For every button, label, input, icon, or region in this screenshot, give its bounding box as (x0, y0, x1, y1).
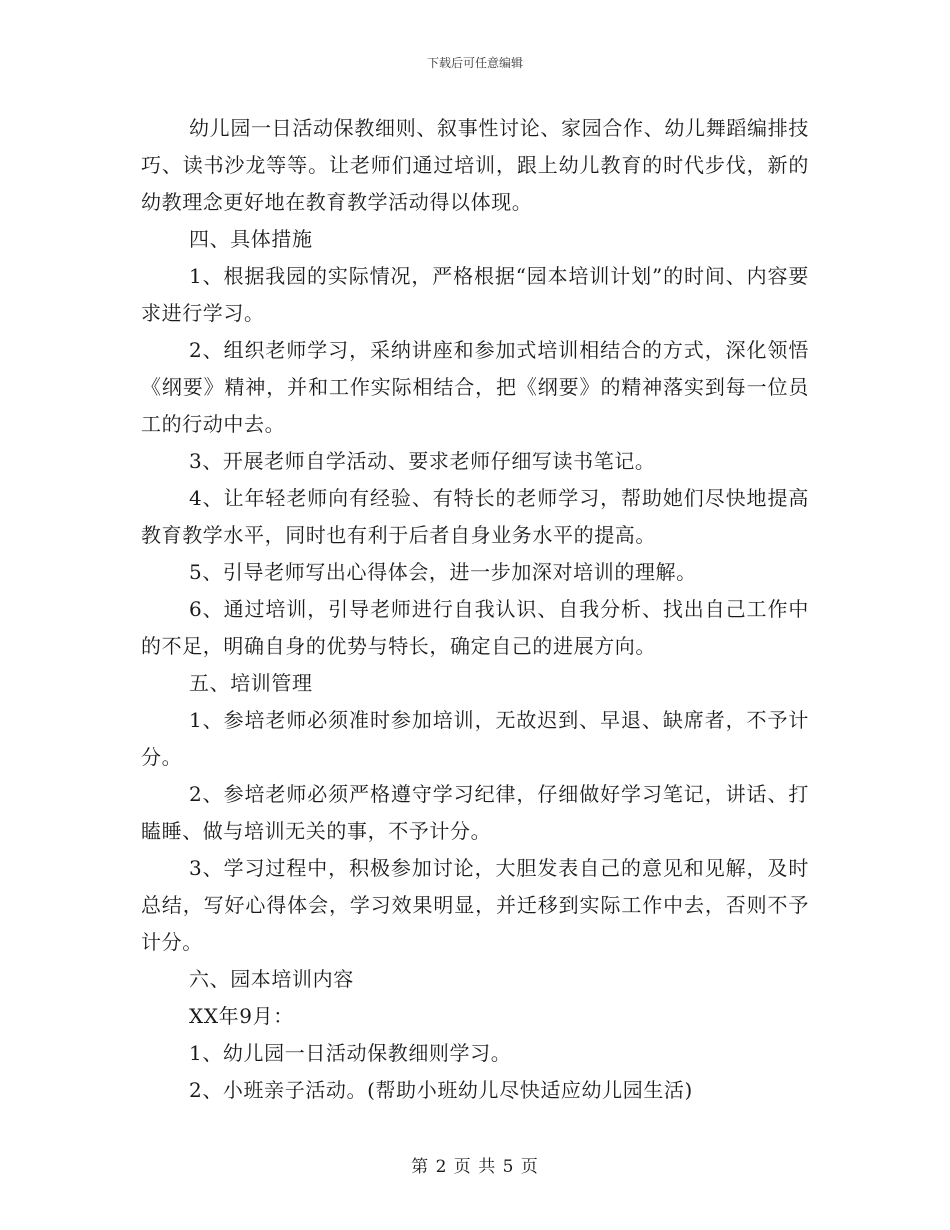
month-label: XX年9月： (189, 1004, 294, 1028)
management-item-3: 3、学习过程中，积极参加讨论，大胆发表自己的意见和见解，及时总结，写好心得体会，学习效果明显，并迁移到实际工作中去，否则不予计分。 (141, 856, 809, 954)
section-heading-content: 六、园本培训内容 (189, 967, 354, 991)
page-header: 下载后可任意编辑 (426, 56, 523, 70)
paragraph-intro-continued: 幼儿园一日活动保教细则、叙事性讨论、家园合作、幼儿舞蹈编排技巧、读书沙龙等等。让老师们通过培训，跟上幼儿教育的时代步伐，新的幼教理念更好地在教育教学活动得以体现。 (141, 116, 809, 214)
measure-item-1: 1、根据我园的实际情况，严格根据“园本培训计划”的时间、内容要求进行学习。 (141, 264, 809, 325)
management-item-2: 2、参培老师必须严格遵守学习纪律，仔细做好学习笔记，讲话、打瞌睡、做与培训无关的事，不予计分。 (141, 782, 809, 843)
content-item-2: 2、小班亲子活动。(帮助小班幼儿尽快适应幼儿园生活) (189, 1078, 693, 1102)
document-body (141, 110, 809, 1109)
measure-item-5: 5、引导老师写出心得体会，进一步加深对培训的理解。 (189, 560, 697, 584)
measure-item-6: 6、通过培训，引导老师进行自我认识、自我分析、找出自己工作中的不足，明确自身的优势与特长，确定自己的进展方向。 (141, 597, 809, 658)
content-item-1: 1、幼儿园一日活动保教细则学习。 (189, 1041, 512, 1065)
management-item-1: 1、参培老师必须准时参加培训，无故迟到、早退、缺席者，不予计分。 (141, 708, 809, 769)
section-heading-management: 五、培训管理 (189, 671, 313, 695)
measure-item-2: 2、组织老师学习，采纳讲座和参加式培训相结合的方式，深化领悟《纲要》精神，并和工作实际相结合，把《纲要》的精神落实到每一位员工的行动中去。 (141, 338, 809, 436)
page-number: 第 2 页 共 5 页 (411, 1157, 539, 1177)
section-heading-measures: 四、具体措施 (189, 227, 313, 251)
measure-item-4: 4、让年轻老师向有经验、有特长的老师学习，帮助她们尽快地提高教育教学水平，同时也有利于后者自身业务水平的提高。 (141, 486, 809, 547)
measure-item-3: 3、开展老师自学活动、要求老师仔细写读书笔记。 (189, 449, 656, 473)
